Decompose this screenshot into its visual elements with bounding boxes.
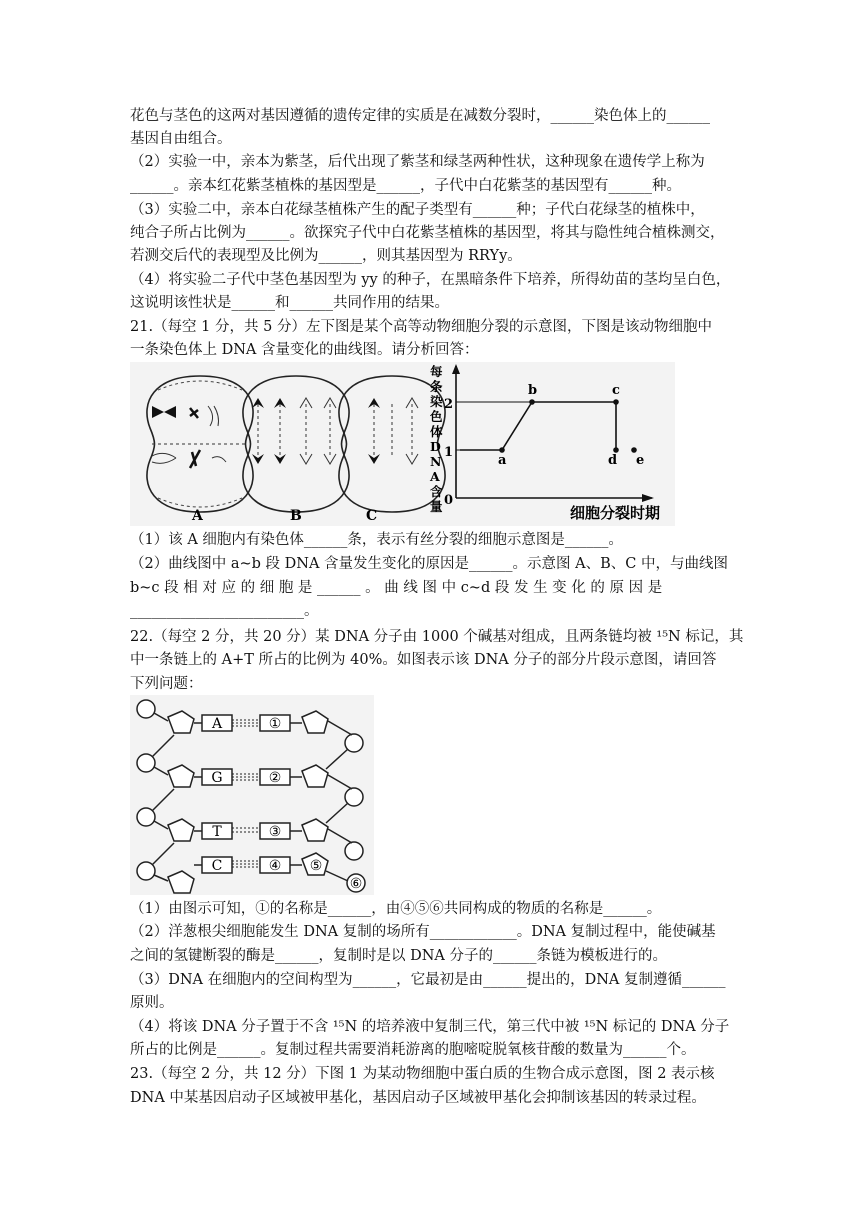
- text-line: ______。亲本红花紫茎植株的基因型是______，子代中白花紫茎的基因型有______种。: [130, 178, 681, 194]
- text-line: （3）实验二中，亲本白花绿茎植株产生的配子类型有______种；子代白花绿茎的植株中，: [130, 202, 705, 218]
- y-tick-label: 1: [444, 445, 454, 460]
- text-line: （2）曲线图中 a~b 段 DNA 含量发生变化的原因是______。示意图 A、B、C 中，与曲线图: [130, 556, 728, 572]
- y-tick-label: 2: [444, 397, 454, 412]
- sugar-number-label: ⑤: [309, 858, 323, 874]
- base-number-label: ①: [268, 716, 282, 732]
- figure-dna-fragment: [130, 695, 374, 895]
- text-line: 所占的比例是______。复制过程共需要消耗游离的胞嘧啶脱氧核苷酸的数量为______个。: [130, 1042, 696, 1058]
- base-label: A: [211, 716, 223, 732]
- text-line: 中一条链上的 A+T 所占的比例为 40%。如图表示该 DNA 分子的部分片段示意图，请回答: [130, 652, 717, 668]
- question-23-heading: 23.（每空 2 分，共 12 分）下图 1 为某动物细胞中蛋白质的生物合成示意图，图 2 表示核: [130, 1066, 715, 1082]
- text-line: 原则。: [130, 995, 174, 1011]
- point-label: a: [498, 453, 507, 468]
- text-line: （1）由图示可知，①的名称是______，由④⑤⑥共同构成的物质的名称是______。: [130, 901, 662, 917]
- point-label: b: [528, 383, 538, 398]
- text-line: b~c 段 相 对 应 的 细 胞 是 ______ 。 曲 线 图 中 c~d 段 发 生 变 化 的 原 因 是: [130, 580, 663, 596]
- data-point: [529, 399, 535, 405]
- base-label: T: [212, 824, 222, 840]
- question-22-heading: 22.（每空 2 分，共 20 分）某 DNA 分子由 1000 个碱基对组成，且两条链均被 ¹⁵N 标记，其: [130, 629, 744, 645]
- point-label: c: [612, 383, 620, 398]
- text-line: 若测交后代的表现型及比例为______，则其基因型为 RRYy。: [130, 248, 522, 264]
- data-point: [613, 447, 619, 453]
- text-line: （2）实验一中，亲本为紫茎，后代出现了紫茎和绿茎两种性状，这种现象在遗传学上称为: [130, 154, 705, 170]
- text-line: （2）洋葱根尖细胞能发生 DNA 复制的场所有____________。DNA 复制过程中，能使碱基: [130, 924, 716, 940]
- y-tick-label: 0: [444, 493, 454, 508]
- base-label: C: [211, 858, 223, 874]
- base-number-label: ④: [268, 858, 282, 874]
- figure-cell-division: [130, 362, 675, 526]
- x-axis-label: 细胞分裂时期: [570, 504, 661, 522]
- phosphate-number-label: ⑥: [349, 876, 363, 892]
- text-line: ________________________。: [130, 603, 319, 619]
- text-line: 下列问题：: [130, 676, 203, 692]
- base-number-label: ③: [268, 824, 282, 840]
- text-line: 基因自由组合。: [130, 131, 232, 147]
- point-label: d: [608, 453, 618, 468]
- cell-label: C: [366, 508, 378, 524]
- base-number-label: ②: [268, 770, 282, 786]
- text-line: 这说明该性状是______和______共同作用的结果。: [130, 295, 449, 311]
- text-line: 一条染色体上 DNA 含量变化的曲线图。请分析回答：: [130, 342, 479, 358]
- text-line: （1）该 A 细胞内有染色体______条，表示有丝分裂的细胞示意图是______。: [130, 532, 623, 548]
- text-line: （4）将该 DNA 分子置于不含 ¹⁵N 的培养液中复制三代，第三代中被 ¹⁵N 标记的 DNA 分子: [130, 1019, 730, 1035]
- cell-label: B: [290, 508, 302, 524]
- y-axis-label: 每条染色体 D N A 含量: [430, 364, 443, 514]
- base-label: G: [211, 770, 223, 786]
- text-line: （4）将实验二子代中茎色基因型为 yy 的种子，在黑暗条件下培养，所得幼苗的茎均呈白色，: [130, 272, 731, 288]
- point-label: e: [636, 453, 645, 468]
- text-line: 之间的氢键断裂的酶是______，复制时是以 DNA 分子的______条链为模板进行的。: [130, 948, 668, 964]
- text-line: （3）DNA 在细胞内的空间构型为______，它最初是由______提出的，DNA 复制遵循______: [130, 972, 726, 988]
- data-point: [631, 447, 637, 453]
- data-point: [613, 399, 619, 405]
- text-line: DNA 中某基因启动子区域被甲基化，基因启动子区域被甲基化会抑制该基因的转录过程。: [130, 1090, 706, 1106]
- text-line: 纯合子所占比例为______。欲探究子代中白花紫茎植株的基因型，将其与隐性纯合植株测交，: [130, 225, 725, 241]
- data-point: [499, 447, 505, 453]
- cell-label: A: [192, 508, 203, 524]
- text-line: 花色与茎色的这两对基因遵循的遗传定律的实质是在减数分裂时，______染色体上的______: [130, 108, 710, 124]
- question-21-heading: 21.（每空 1 分，共 5 分）左下图是某个高等动物细胞分裂的示意图，下图是该动物细胞中: [130, 319, 712, 335]
